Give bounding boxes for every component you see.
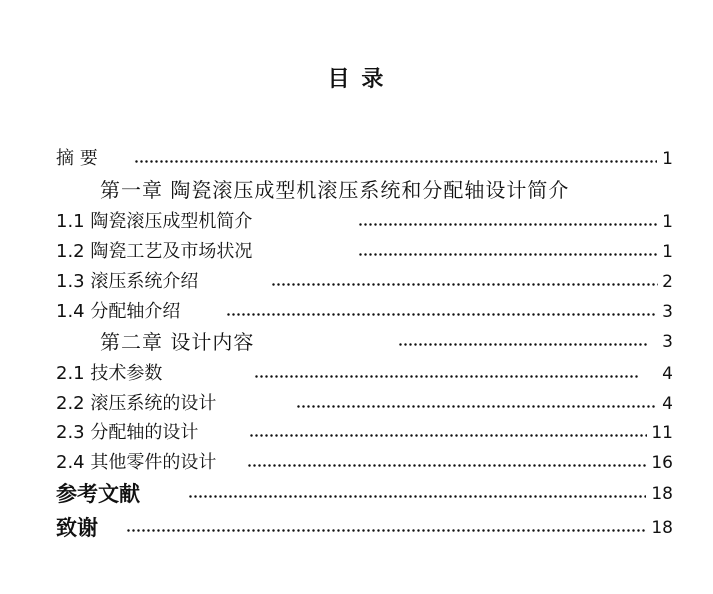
toc-entry-label: 参考文献 bbox=[56, 482, 140, 506]
dot-leader bbox=[398, 343, 648, 346]
dot-leader bbox=[254, 375, 638, 378]
page-title: 目 录 bbox=[327, 67, 386, 92]
toc-entry-acknowledgements[interactable] bbox=[0, 514, 713, 542]
dot-leader bbox=[247, 464, 647, 467]
toc-entry-label: 1.2 陶瓷工艺及市场状况 bbox=[56, 241, 253, 262]
dot-leader bbox=[226, 313, 657, 316]
dot-leader bbox=[358, 223, 658, 226]
toc-entry-label: 1.1 陶瓷滚压成型机简介 bbox=[56, 211, 253, 232]
toc-entry-page: 2 bbox=[662, 272, 673, 292]
dot-leader bbox=[188, 495, 646, 498]
toc-entry-label: 1.3 滚压系统介绍 bbox=[56, 271, 199, 292]
toc-entry-page: 18 bbox=[651, 484, 673, 504]
toc-entry-label: 2.1 技术参数 bbox=[56, 363, 163, 384]
toc-entry-1-1[interactable] bbox=[0, 208, 713, 236]
toc-entry-page: 3 bbox=[662, 332, 673, 352]
toc-entry-page: 1 bbox=[662, 242, 673, 262]
toc-entry-1-3[interactable] bbox=[0, 268, 713, 296]
toc-entry-page: 1 bbox=[662, 149, 673, 169]
toc-entry-label: 2.4 其他零件的设计 bbox=[56, 452, 217, 473]
toc-entry-2-3[interactable] bbox=[0, 419, 713, 447]
toc-entry-page: 4 bbox=[662, 364, 673, 384]
toc-entry-2-2[interactable] bbox=[0, 390, 713, 418]
toc-entry-label: 1.4 分配轴介绍 bbox=[56, 301, 181, 322]
dot-leader bbox=[296, 405, 657, 408]
toc-entry-label: 2.3 分配轴的设计 bbox=[56, 422, 199, 443]
toc-entry-page: 3 bbox=[662, 302, 673, 322]
toc-entry-page: 16 bbox=[651, 453, 673, 473]
toc-entry-page: 18 bbox=[651, 518, 673, 538]
toc-entry-label: 摘 要 bbox=[56, 148, 98, 169]
toc-entry-1-2[interactable] bbox=[0, 238, 713, 266]
toc-entry-page: 1 bbox=[662, 212, 673, 232]
toc-entry-references[interactable] bbox=[0, 480, 713, 508]
dot-leader bbox=[126, 529, 646, 532]
dot-leader bbox=[271, 283, 658, 286]
toc-entry-page: 4 bbox=[662, 394, 673, 414]
dot-leader bbox=[249, 434, 647, 437]
toc-entry-label: 第一章 陶瓷滚压成型机滚压系统和分配轴设计简介 bbox=[100, 178, 570, 202]
dot-leader bbox=[358, 253, 658, 256]
toc-entry-chapter-2[interactable] bbox=[0, 328, 713, 356]
toc-entry-label: 致谢 bbox=[56, 516, 98, 540]
toc-entry-label: 第二章 设计内容 bbox=[100, 330, 255, 354]
toc-entry-label: 2.2 滚压系统的设计 bbox=[56, 393, 217, 414]
dot-leader bbox=[134, 160, 657, 163]
toc-entry-2-4[interactable] bbox=[0, 449, 713, 477]
toc-entry-chapter-1[interactable] bbox=[0, 176, 713, 204]
toc-entry-1-4[interactable] bbox=[0, 298, 713, 326]
toc-entry-2-1[interactable] bbox=[0, 360, 713, 388]
toc-entry-page: 11 bbox=[651, 423, 673, 443]
toc-entry-abstract[interactable] bbox=[0, 145, 713, 173]
